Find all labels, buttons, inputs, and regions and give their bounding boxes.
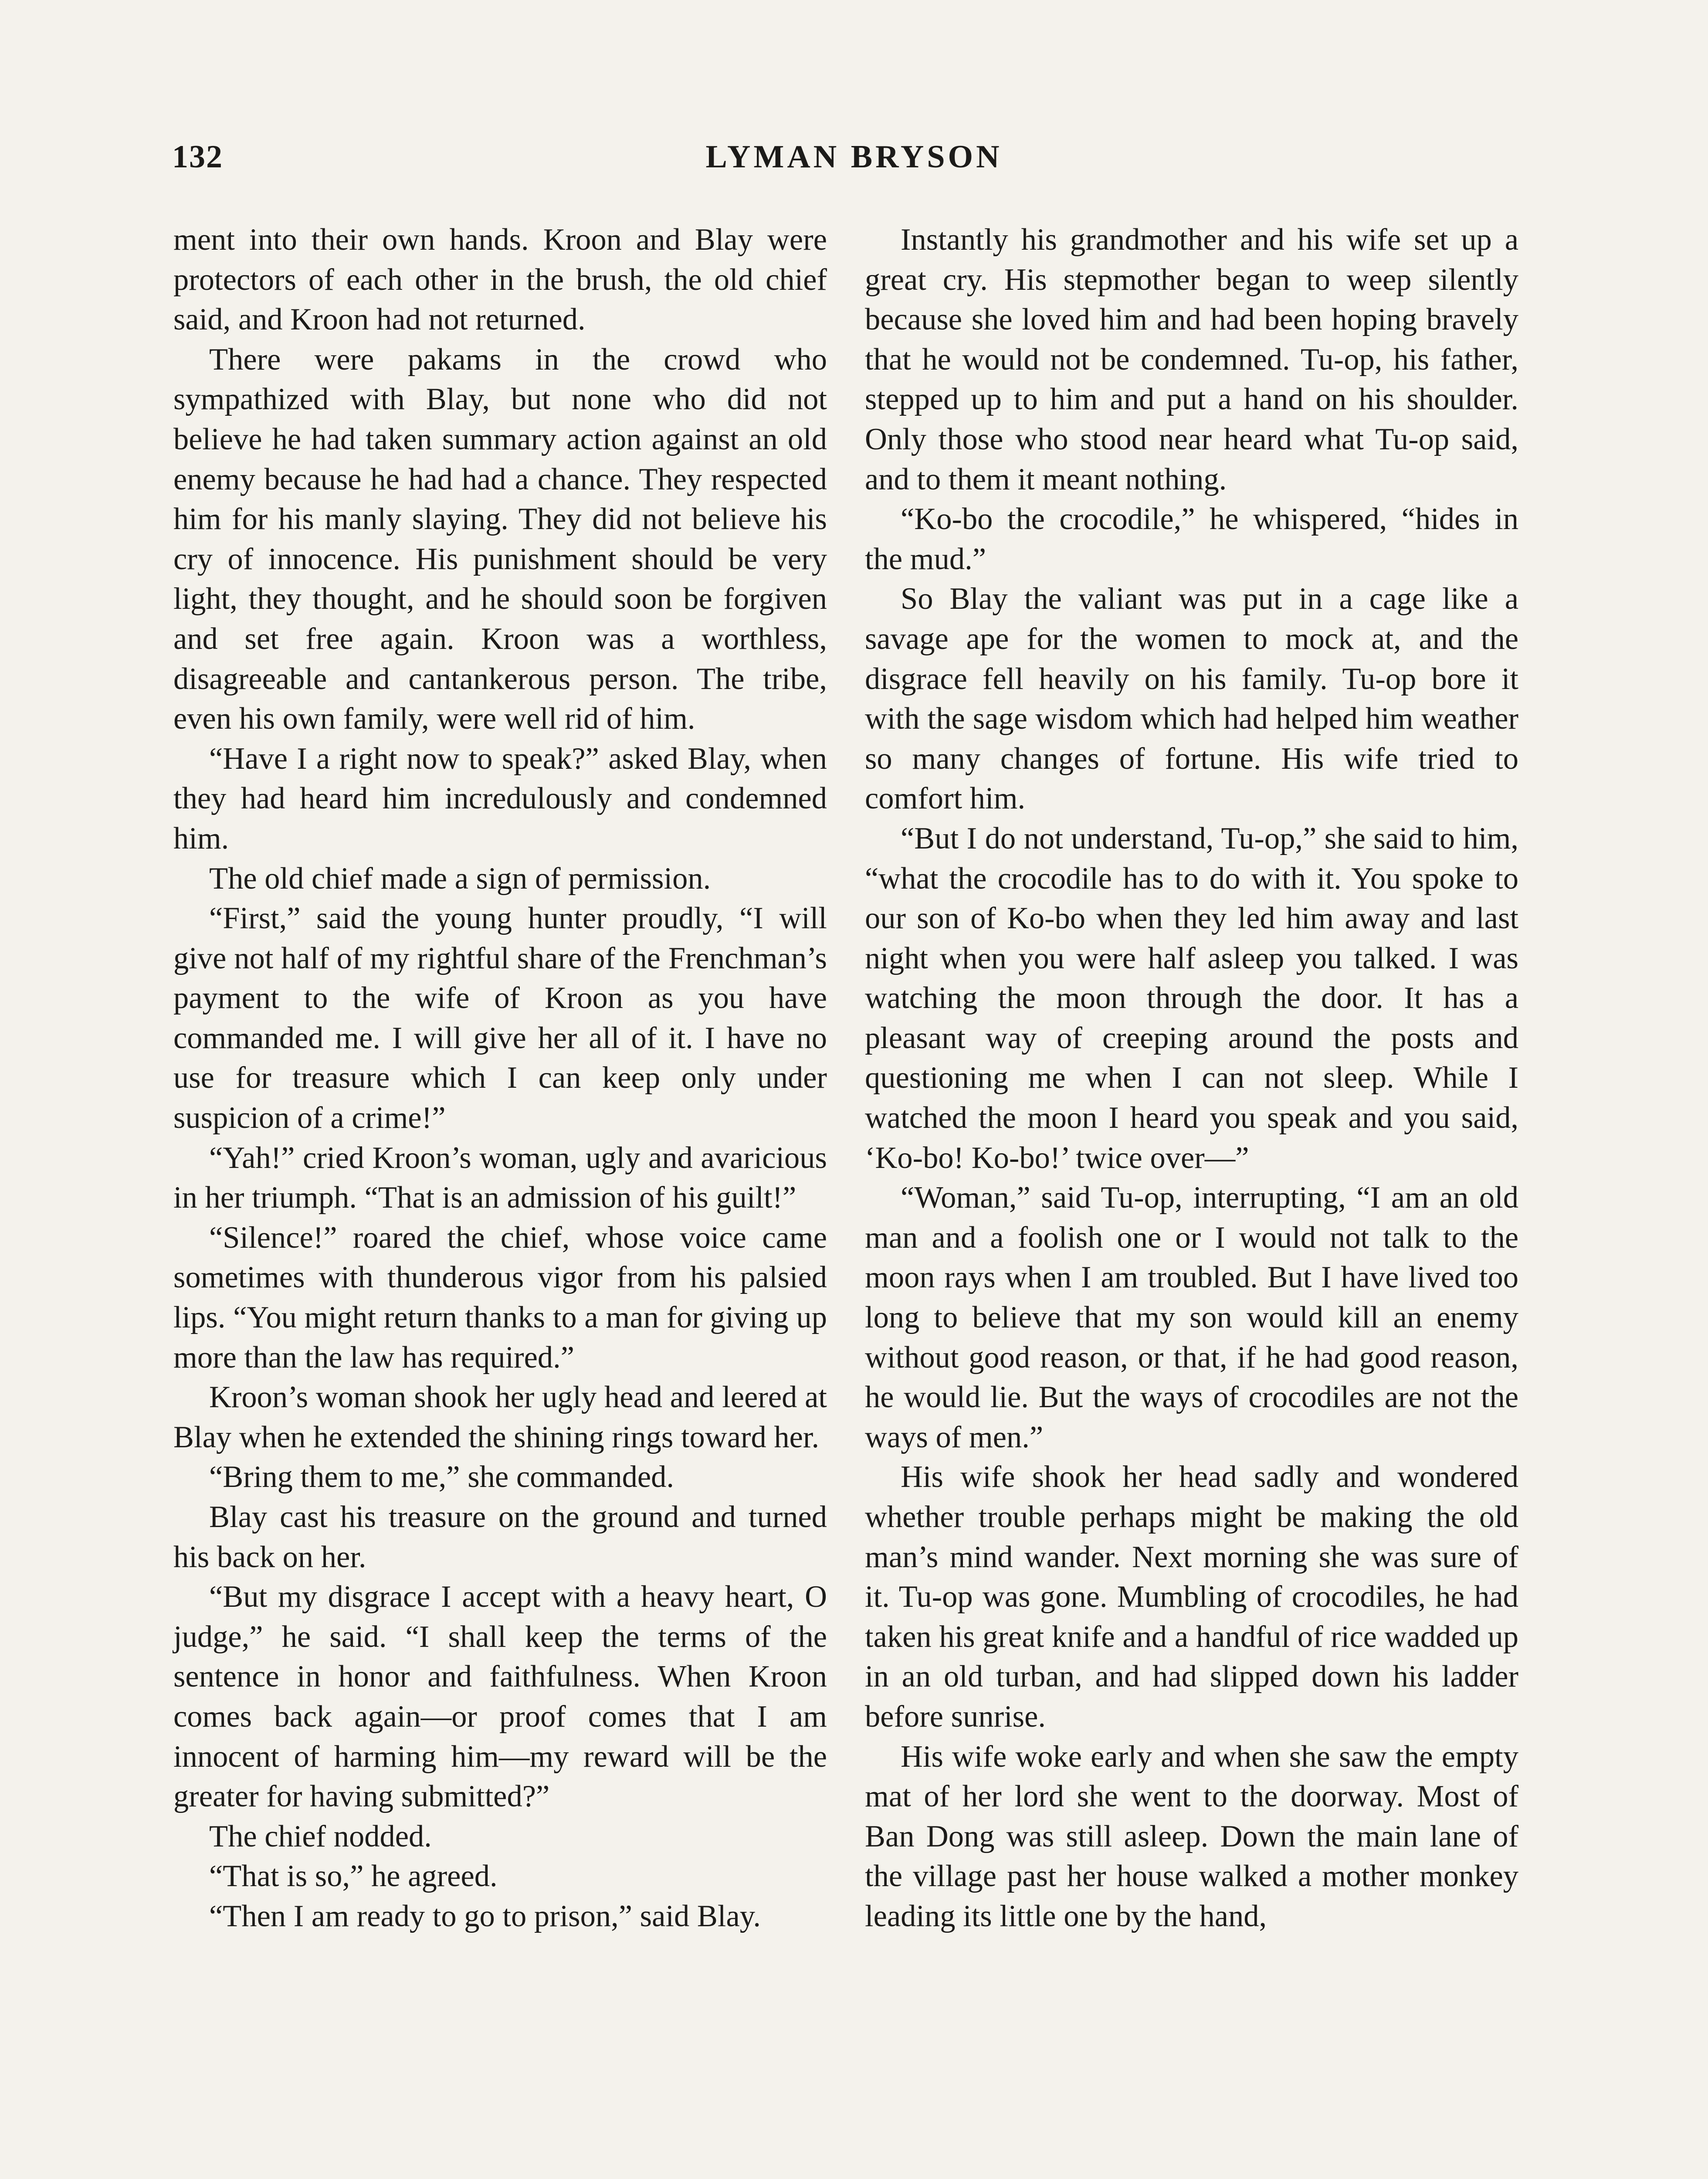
paragraph: The old chief made a sign of permission. (209, 861, 711, 896)
left-column (173, 220, 827, 1937)
paragraph: His wife shook her head sadly and wondered whether trouble perhaps might be making the old man’s mind wander. Next morning she was sure of it. Tu-op was gone. Mumbling of crocodiles, he had taken his great knife and a handful of rice wadded up in an old turban, and had slipped down his ladder before sunrise. (865, 1460, 1518, 1734)
paragraph: “That is so,” he agreed. (209, 1859, 498, 1894)
paragraph: Instantly his grandmother and his wife set up a great cry. His stepmother began to weep silently because she loved him and had been hoping bravely that he would not be condemned. Tu-op, his father, stepped up to him and put a hand on his shoulder. Only those who stood near heard what Tu-op said, and to them it meant nothing. (865, 223, 1518, 496)
paragraph: His wife woke early and when she saw the empty mat of her lord she went to the doorway. Most of Ban Dong was still asleep. Down the main lane of the village past her house walked a mother monkey leading its little one by the hand, (865, 1739, 1518, 1933)
paragraph: Blay cast his treasure on the ground and turned his back on her. (173, 1500, 827, 1574)
paragraph: “But I do not understand, Tu-op,” she said to him, “what the crocodile has to do with it. You spoke to our son of Ko-bo when they led him away and last night when you were half asleep you talked. I was watching the moon through the door. It has a pleasant way of creeping around the posts and questioning me when I can not sleep. While I watched the moon I heard you speak and you said, ‘Ko-bo! Ko-bo!’ twice over—” (865, 821, 1518, 1175)
paragraph: “Silence!” roared the chief, whose voice came sometimes with thunderous vigor from his palsied lips. “You might return thanks to a man for giving up more than the law has required.” (173, 1220, 827, 1375)
paragraph: “First,” said the young hunter proudly, “I will give not half of my rightful share of the Frenchman’s payment to the wife of Kroon as you have commanded me. I will give her all of it. I have no use for treasure which I can keep only under suspicion of a crime!” (173, 901, 827, 1135)
paragraph: “Woman,” said Tu-op, interrupting, “I am an old man and a foolish one or I would not talk to the moon rays when I am troubled. But I have lived too long to believe that my son would kill an enemy without good reason, or that, if he had good reason, he would lie. But the ways of crocodiles are not the ways of men.” (865, 1181, 1518, 1454)
paragraph: “Then I am ready to go to prison,” said Blay. (209, 1899, 761, 1933)
page-number: 132 (172, 139, 223, 175)
paragraph: ment into their own hands. Kroon and Blay were protectors of each other in the brush, the old chief said, and Kroon had not returned. (173, 223, 827, 337)
paragraph: “Ko-bo the crocodile,” he whispered, “hides in the mud.” (865, 502, 1518, 576)
paragraph: Kroon’s woman shook her ugly head and leered at Blay when he extended the shining rings toward her. (173, 1380, 827, 1454)
running-head: LYMAN BRYSON (705, 139, 1003, 175)
paragraph: The chief nodded. (209, 1819, 432, 1853)
paragraph: There were pakams in the crowd who sympathized with Blay, but none who did not believe he had taken summary action against an old enemy because he had had a chance. They respected him for his manly slaying. They did not believe his cry of innocence. His punishment should be very light, they thought, and he should soon be forgiven and set free again. Kroon was a worthless, disagreeable and cantankerous person. The tribe, even his own family, were well rid of him. (173, 342, 827, 736)
paragraph: “Yah!” cried Kroon’s woman, ugly and avaricious in her triumph. “That is an admission of his guilt!” (173, 1140, 827, 1215)
paragraph: “Bring them to me,” she commanded. (209, 1460, 674, 1494)
right-column (865, 220, 1518, 1937)
paragraph: “Have I a right now to speak?” asked Blay, when they had heard him incredulously and condemned him. (173, 741, 827, 855)
paragraph: “But my disgrace I accept with a heavy heart, O judge,” he said. “I shall keep the terms of the sentence in honor and faithfulness. When Kroon comes back again—or proof comes that I am innocent of harming him—my reward will be the greater for having submitted?” (173, 1580, 827, 1814)
paragraph: So Blay the valiant was put in a cage like a savage ape for the women to mock at, and the disgrace fell heavily on his family. Tu-op bore it with the sage wisdom which had helped him weather so many changes of fortune. His wife tried to comfort him. (865, 582, 1518, 816)
